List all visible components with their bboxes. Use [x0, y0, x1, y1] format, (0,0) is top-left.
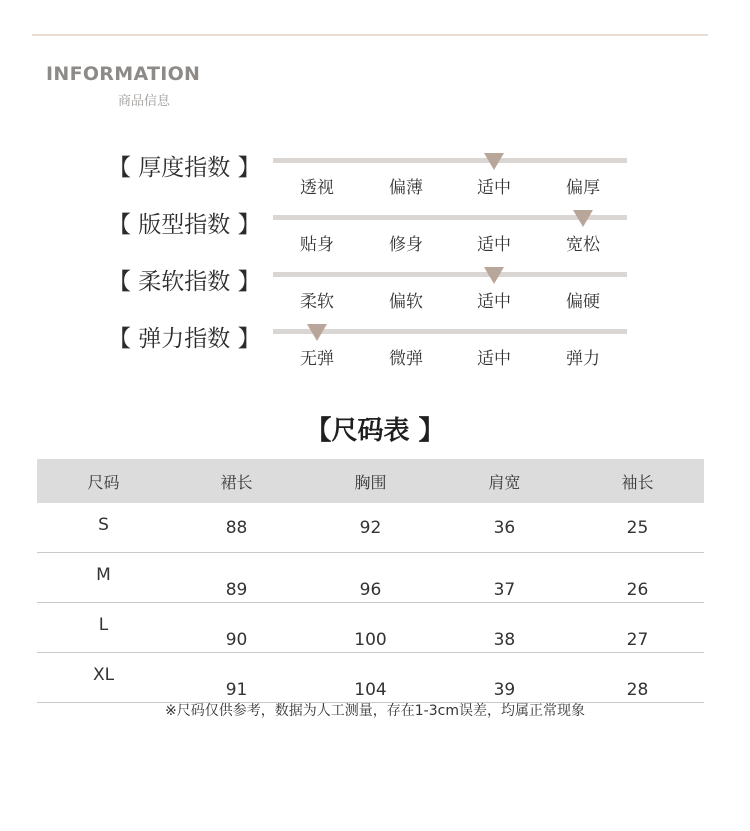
index-row: [0, 153, 750, 203]
header-sleeve: 袖长: [571, 459, 704, 503]
cell-size: M: [37, 553, 170, 603]
cell-sleeve: 28: [571, 653, 704, 703]
cell-length: 88: [170, 503, 303, 553]
index-row: [0, 210, 750, 260]
cell-size: S: [37, 503, 170, 553]
cell-length: 90: [170, 603, 303, 653]
index-option: 偏软: [389, 292, 423, 312]
index-scale-bar: [273, 158, 627, 163]
index-option: 适中: [477, 178, 511, 198]
index-option: 弹力: [566, 349, 600, 369]
index-marker-icon: [484, 267, 504, 284]
cell-shoulder: 38: [438, 603, 571, 653]
cell-bust: 96: [303, 553, 438, 603]
index-scale-bar: [273, 272, 627, 277]
table-row: [37, 503, 704, 553]
table-row: [37, 603, 704, 653]
table-row: [37, 553, 704, 603]
index-option: 透视: [300, 178, 334, 198]
table-row: [37, 653, 704, 703]
cell-bust: 104: [303, 653, 438, 703]
index-option: 微弹: [389, 349, 423, 369]
cell-shoulder: 37: [438, 553, 571, 603]
index-option: 适中: [477, 349, 511, 369]
index-label: 【 版型指数 】: [108, 212, 261, 238]
index-label: 【 弹力指数 】: [108, 326, 261, 352]
index-label: 【 柔软指数 】: [108, 269, 261, 295]
header-length: 裙长: [170, 459, 303, 503]
cell-sleeve: 27: [571, 603, 704, 653]
index-option: 偏厚: [566, 178, 600, 198]
index-row: [0, 267, 750, 317]
index-option: 适中: [477, 292, 511, 312]
index-row: [0, 324, 750, 374]
index-marker-icon: [573, 210, 593, 227]
cell-sleeve: 25: [571, 503, 704, 553]
index-option: 无弹: [300, 349, 334, 369]
size-table: [37, 459, 704, 703]
cell-bust: 92: [303, 503, 438, 553]
index-marker-icon: [307, 324, 327, 341]
index-option: 柔软: [300, 292, 334, 312]
index-option: 贴身: [300, 235, 334, 255]
size-chart-title: 【尺码表 】: [305, 416, 445, 446]
cell-size: L: [37, 603, 170, 653]
index-option: 偏薄: [389, 178, 423, 198]
index-label: 【 厚度指数 】: [108, 155, 261, 181]
measurement-note: ※尺码仅供参考，数据为人工测量，存在1-3cm误差，均属正常现象: [165, 703, 585, 719]
cell-size: XL: [37, 653, 170, 703]
size-table-header: [37, 459, 704, 503]
cell-shoulder: 36: [438, 503, 571, 553]
info-subtitle: 商品信息: [118, 94, 171, 109]
header-size: 尺码: [37, 459, 170, 503]
header-bust: 胸围: [303, 459, 438, 503]
top-divider: [32, 34, 708, 36]
cell-bust: 100: [303, 603, 438, 653]
cell-length: 91: [170, 653, 303, 703]
cell-length: 89: [170, 553, 303, 603]
index-option: 修身: [389, 235, 423, 255]
cell-shoulder: 39: [438, 653, 571, 703]
info-title: INFORMATION: [46, 63, 201, 85]
index-option: 偏硬: [566, 292, 600, 312]
index-marker-icon: [484, 153, 504, 170]
cell-sleeve: 26: [571, 553, 704, 603]
header-shoulder: 肩宽: [438, 459, 571, 503]
index-option: 适中: [477, 235, 511, 255]
index-option: 宽松: [566, 235, 600, 255]
